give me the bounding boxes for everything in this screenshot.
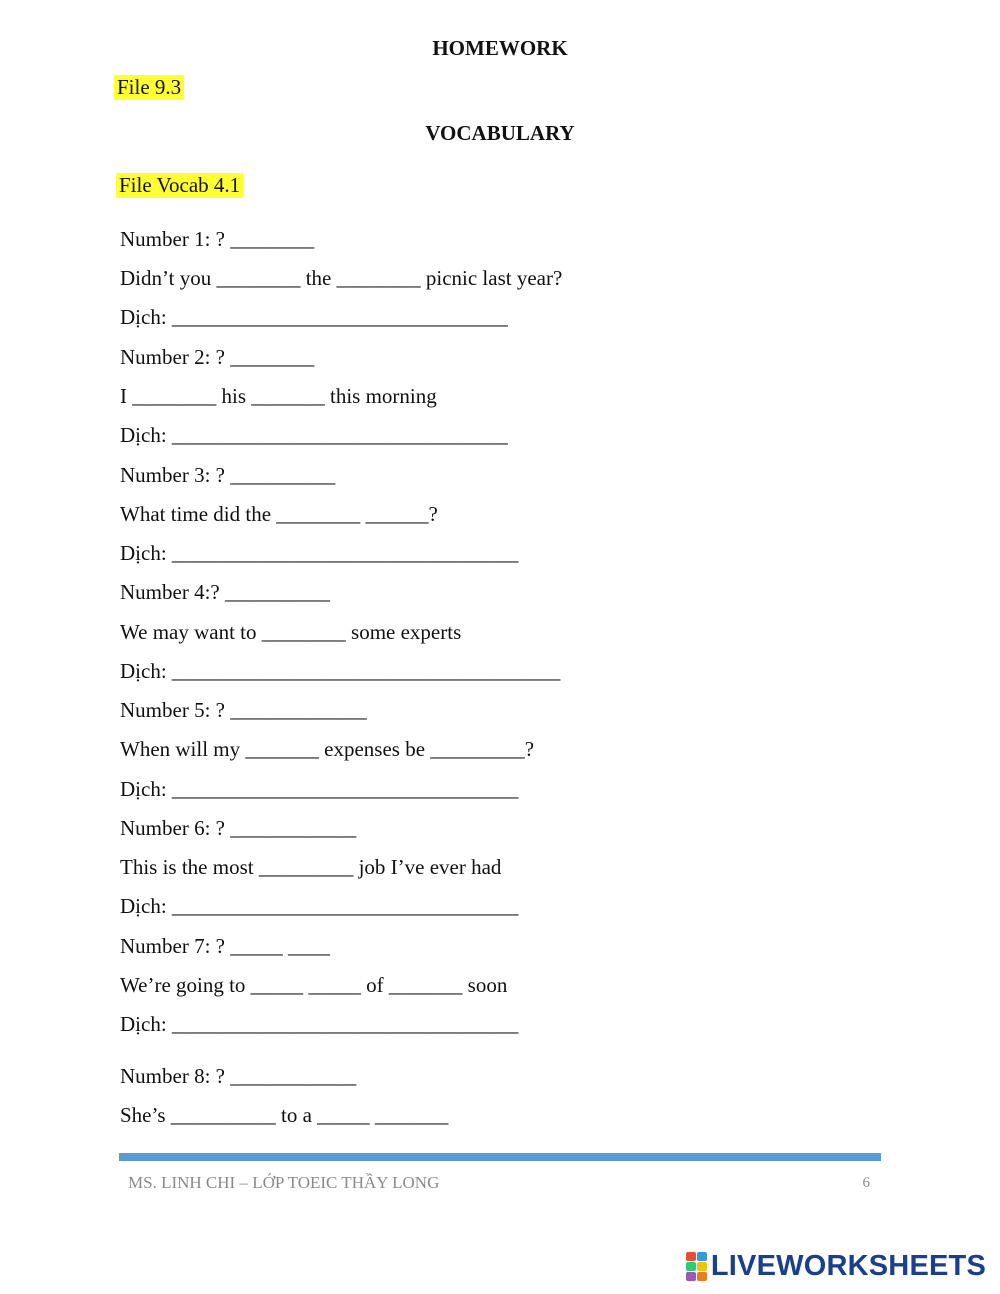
liveworksheets-brand[interactable] bbox=[686, 1250, 986, 1283]
question-number-7: Number 7: ? _____ ____ bbox=[120, 934, 330, 958]
translation-5: Dịch: _________________________________ bbox=[120, 777, 519, 801]
sentence-6: This is the most _________ job I’ve ever had bbox=[120, 855, 502, 879]
sentence-5: When will my _______ expenses be _________? bbox=[120, 737, 535, 761]
sentence-2: I ________ his _______ this morning bbox=[120, 384, 437, 408]
footer-author: MS. LINH CHI – LỚP TOEIC THẦY LONG bbox=[128, 1173, 440, 1192]
section-title: VOCABULARY bbox=[425, 121, 575, 145]
question-number-4: Number 4:? __________ bbox=[120, 580, 330, 604]
page-number: 6 bbox=[862, 1175, 870, 1191]
sentence-3: What time did the ________ ______? bbox=[120, 502, 438, 526]
question-number-2: Number 2: ? ________ bbox=[120, 345, 315, 369]
sentence-4: We may want to ________ some experts bbox=[120, 620, 462, 644]
sentence-1: Didn’t you ________ the ________ picnic last year? bbox=[120, 266, 563, 290]
question-number-6: Number 6: ? ____________ bbox=[120, 816, 357, 840]
question-number-1: Number 1: ? ________ bbox=[120, 227, 315, 251]
file-label: File 9.3 bbox=[114, 75, 184, 100]
sentence-8: She’s __________ to a _____ _______ bbox=[120, 1103, 449, 1127]
brand-name: LIVEWORKSHEETS bbox=[710, 1250, 986, 1282]
sentence-7: We’re going to _____ _____ of _______ soon bbox=[120, 973, 508, 997]
question-number-8: Number 8: ? ____________ bbox=[120, 1064, 357, 1088]
translation-1: Dịch: ________________________________ bbox=[120, 305, 508, 329]
vocab-file-label: File Vocab 4.1 bbox=[116, 173, 243, 198]
translation-6: Dịch: _________________________________ bbox=[120, 894, 519, 918]
page-title: HOMEWORK bbox=[432, 36, 568, 60]
liveworksheets-logo-icon bbox=[686, 1252, 707, 1281]
translation-2: Dịch: ________________________________ bbox=[120, 423, 508, 447]
footer-rule bbox=[119, 1153, 881, 1161]
translation-7: Dịch: _________________________________ bbox=[120, 1012, 519, 1036]
translation-3: Dịch: _________________________________ bbox=[120, 541, 519, 565]
question-number-5: Number 5: ? _____________ bbox=[120, 698, 367, 722]
question-number-3: Number 3: ? __________ bbox=[120, 463, 336, 487]
translation-4: Dịch: _____________________________________ bbox=[120, 659, 561, 683]
